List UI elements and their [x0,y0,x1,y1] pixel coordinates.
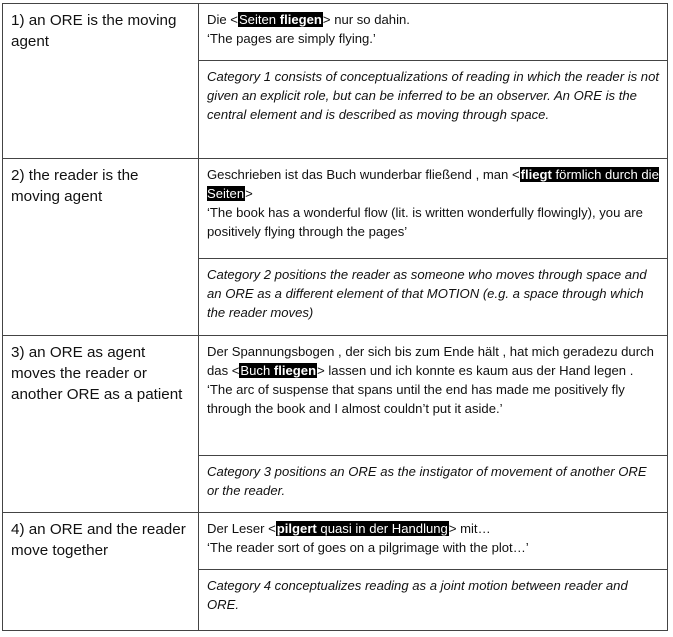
category-description: Category 3 positions an ORE as the instigator of movement of another ORE or the reader. [199,456,668,513]
category-description: Category 2 positions the reader as someone who moves through space and an ORE as a different element of that MOTION (e.g. a space through which the reader moves) [199,259,668,336]
category-label: 2) the reader is the moving agent [3,159,199,336]
highlighted-phrase: Buch fliegen [240,363,317,378]
table-row [3,4,668,61]
example-sentence: Die <Seiten fliegen> nur so dahin. [207,12,410,27]
table-row [3,159,668,259]
highlighted-phrase: pilgert quasi in der Handlung [276,521,448,536]
table-row [3,336,668,456]
category-label: 4) an ORE and the reader move together [3,513,199,631]
example-sentence: Geschrieben ist das Buch wunderbar fließend , man <fliegt förmlich durch die Seiten> [207,167,659,201]
example-cell [199,159,668,259]
highlighted-phrase: fliegt förmlich durch die Seiten [207,167,659,201]
translation: ‘The reader sort of goes on a pilgrimage with the plot…’ [207,540,529,555]
example-cell [199,4,668,61]
category-label: 1) an ORE is the moving agent [3,4,199,159]
translation: ‘The book has a wonderful flow (lit. is written wonderfully flowingly), you are positively flying through the pages’ [207,205,643,239]
category-table [2,3,668,631]
translation: ‘The arc of suspense that spans until the end has made me positively fly through the book and I almost couldn’t put it aside.’ [207,382,625,416]
category-label: 3) an ORE as agent moves the reader or another ORE as a patient [3,336,199,513]
example-sentence: Der Spannungsbogen , der sich bis zum Ende hält , hat mich geradezu durch das <Buch fliegen> lassen und ich konnte es kaum aus der Hand legen . [207,344,654,378]
example-cell [199,336,668,456]
highlighted-phrase: Seiten fliegen [238,12,322,27]
translation: ‘The pages are simply flying.’ [207,31,376,46]
category-description: Category 4 conceptualizes reading as a joint motion between reader and ORE. [199,570,668,631]
table-row [3,513,668,570]
category-description: Category 1 consists of conceptualizations of reading in which the reader is not given an explicit role, but can be inferred to be an observer. An ORE is the central element and is described as moving through space. [199,61,668,159]
example-sentence: Der Leser <pilgert quasi in der Handlung> mit… [207,521,491,536]
example-cell [199,513,668,570]
